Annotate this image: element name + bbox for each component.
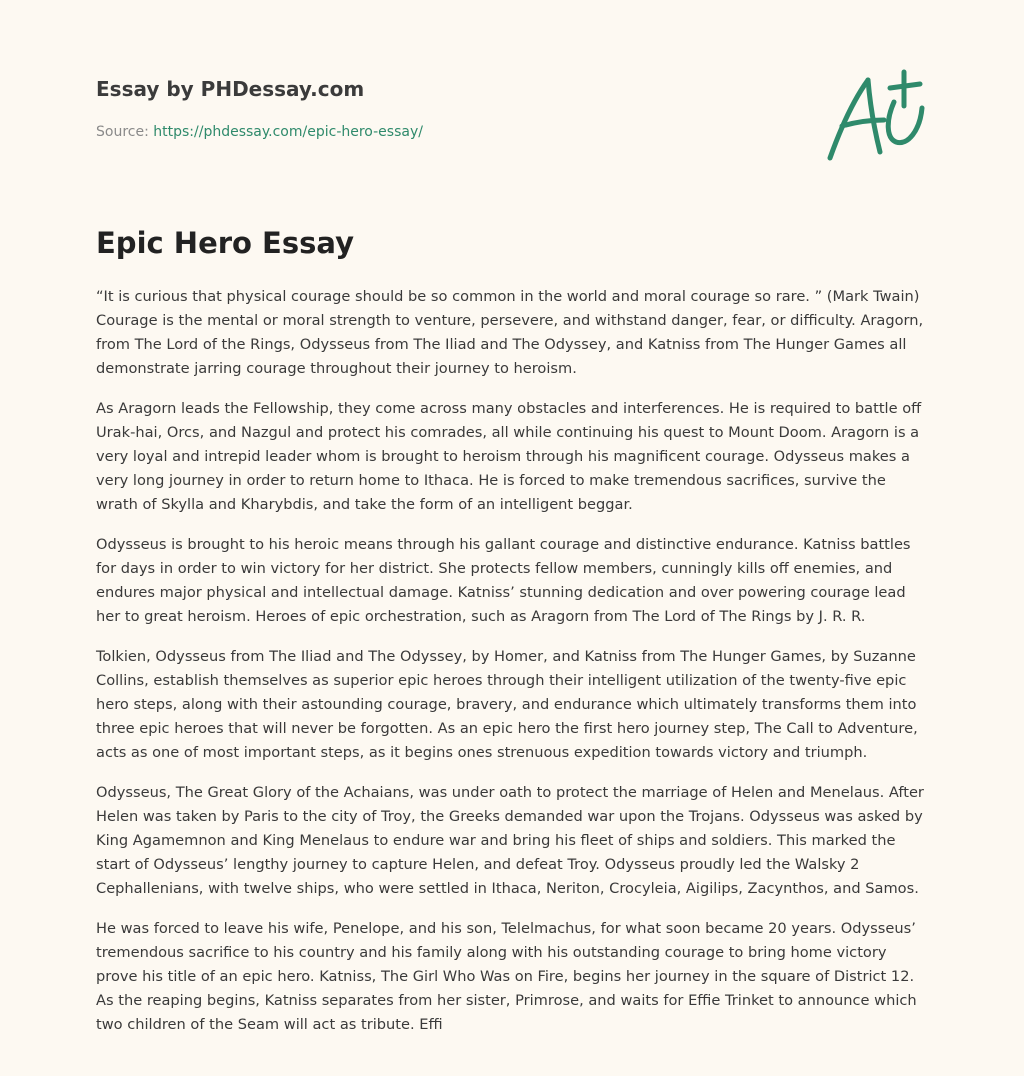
site-title: Essay by PHDessay.com [96, 77, 365, 101]
source-line [96, 124, 423, 140]
essay-paragraph: Tolkien, Odysseus from The Iliad and The Odyssey, by Homer, and Katniss from The Hunger Games, by Suzanne Collins, establish themselves as superior epic heroes through their intelligent utilization of the twenty-five epic hero steps, along with their astounding courage, bravery, and endurance which ultimately transforms them into three epic heroes that will never be forgotten. As an epic hero the first hero journey step, The Call to Adventure, acts as one of most important steps, as it begins ones strenuous expedition towards victory and triumph. [96, 648, 918, 761]
essay-paragraph: Odysseus is brought to his heroic means through his gallant courage and distinctive endurance. Katniss battles for days in order to win victory for her district. She protects fellow members, cunningly kills off enemies, and endures major physical and intellectual damage. Katniss’ stunning dedication and over powering courage lead her to great heroism. Heroes of epic orchestration, such as Aragorn from The Lord of The Rings by J. R. R. [96, 536, 911, 625]
page-header [96, 0, 928, 200]
essay-paragraph: Odysseus, The Great Glory of the Achaians, was under oath to protect the marriage of Helen and Menelaus. After Helen was taken by Paris to the city of Troy, the Greeks demanded war upon the Trojans. Odysseus was asked by King Agamemnon and King Menelaus to endure war and bring his fleet of ships and soldiers. This marked the start of Odysseus’ lengthy journey to capture Helen, and defeat Troy. Odysseus proudly led the Walsky 2 Cephallenians, with twelve ships, who were settled in Ithaca, Neriton, Crocyleia, Aigilips, Zacynthos, and Samos. [96, 784, 924, 897]
essay-paragraph: As Aragorn leads the Fellowship, they come across many obstacles and interferences. He is required to battle off Urak-hai, Orcs, and Nazgul and protect his comrades, all while continuing his quest to Mount Doom. Aragorn is a very loyal and intrepid leader whom is brought to heroism through his magnificent courage. Odysseus makes a very long journey in order to return home to Ithaca. He is forced to make tremendous sacrifices, survive the wrath of Skylla and Kharybdis, and take the form of an intelligent beggar. [96, 400, 922, 513]
source-link[interactable]: https://phdessay.com/epic-hero-essay/ [153, 124, 423, 140]
source-label: Source: [96, 124, 149, 140]
essay-body [96, 285, 928, 1053]
a-plus-logo-icon [824, 68, 928, 164]
essay-paragraph: He was forced to leave his wife, Penelope, and his son, Telelmachus, for what soon became 20 years. Odysseus’ tremendous sacrifice to his country and his family along with his outstanding courage to bring home victory prove his title of an epic hero. Katniss, The Girl Who Was on Fire, begins her journey in the square of District 12. As the reaping begins, Katniss separates from her sister, Primrose, and waits for Effie Trinket to announce which two children of the Seam will act as tribute. Effi [96, 920, 917, 1033]
page-title: Epic Hero Essay [96, 226, 354, 260]
essay-paragraph: “It is curious that physical courage should be so common in the world and moral courage so rare. ” (Mark Twain) Courage is the mental or moral strength to venture, persevere, and withstand danger, fear, or difficulty. Aragorn, from The Lord of the Rings, Odysseus from The Iliad and The Odyssey, and Katniss from The Hunger Games all demonstrate jarring courage throughout their journey to heroism. [96, 288, 924, 377]
